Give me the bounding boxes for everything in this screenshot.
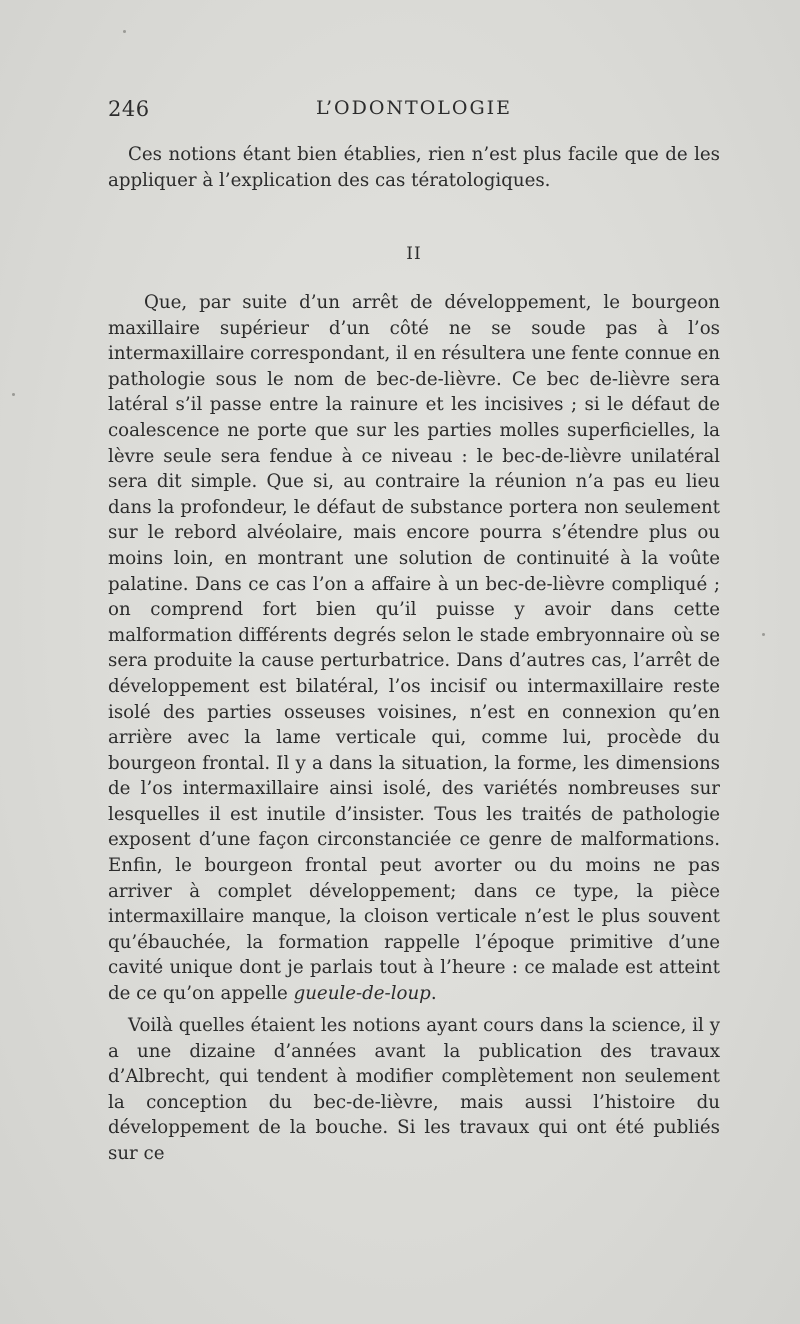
intro-text: Ces notions étant bien établies, rien n’est plus facile que de les appliquer à l’explication des cas tératologiques. [108, 144, 720, 191]
running-title: L’ODONTOLOGIE [315, 97, 513, 119]
closing-paragraph [108, 1013, 720, 1167]
page-header [108, 97, 720, 127]
intro-paragraph [108, 142, 720, 193]
paper-speck [12, 393, 15, 396]
paper-speck [762, 633, 765, 636]
closing-text: Voilà quelles étaient les notions ayant cours dans la science, il y a une dizaine d’années avant la publication des travaux d’Albrecht, qui tendent à modifier complètement non seulement la conception du bec-de-lièvre, mais aussi l’histoire du développement de la bouche. Si les travaux qui ont été publiés sur ce [108, 1015, 720, 1164]
main-paragraph [108, 290, 720, 1007]
main-end-punct: . [430, 983, 437, 1005]
italic-term: gueule-de-loup [293, 983, 431, 1005]
section-number: II [406, 244, 422, 264]
main-text: Que, par suite d’un arrêt de développement, le bourgeon maxillaire supérieur d’un côté ne se soude pas à l’os intermaxillaire correspondant, il en résultera une fente connue en pathologie sous le nom de bec-de-lièvre. Ce bec de-lièvre sera latéral s’il passe entre la rainure et les incisives ; si le défaut de coalescence ne porte que sur les parties molles superficielles, la lèvre seule sera fendue à ce niveau : le bec-de-lièvre unilatéral sera dit simple. Que si, au contraire la réunion n’a pas eu lieu dans la profondeur, le défaut de substance portera non seulement sur le rebord alvéolaire, mais encore pourra s’étendre plus ou moins loin, en montrant une solution de continuité à la voûte palatine. Dans ce cas l’on a affaire à un bec-de-lièvre compliqué ; on comprend fort bien qu’il puisse y avoir dans cette malformation différents degrés selon le stade embryonnaire où se sera produite la cause perturbatrice. Dans d’autres cas, l’arrêt de développement est bilatéral, l’os incisif ou intermaxillaire reste isolé des parties osseuses voisines, n’est en connexion qu’en arrière avec la lame verticale qui, comme lui, procède du bourgeon frontal. Il y a dans la situation, la forme, les dimensions de l’os intermaxillaire ainsi isolé, des variétés nombreuses sur lesquelles il est inutile d’insister. Tous les traités de pathologie exposent d’une façon circonstanciée ce genre de malformations. Enfin, le bourgeon frontal peut avorter ou du moins ne pas arriver à complet développement; dans ce type, la pièce intermaxillaire manque, la cloison verticale n’est le plus souvent qu’ébauchée, la formation rappelle l’époque primitive d’une cavité unique dont je parlais tout à l’heure : ce malade est atteint de ce qu’on appelle [108, 292, 720, 1005]
page-number: 246 [108, 97, 150, 121]
paper-speck [123, 30, 126, 33]
